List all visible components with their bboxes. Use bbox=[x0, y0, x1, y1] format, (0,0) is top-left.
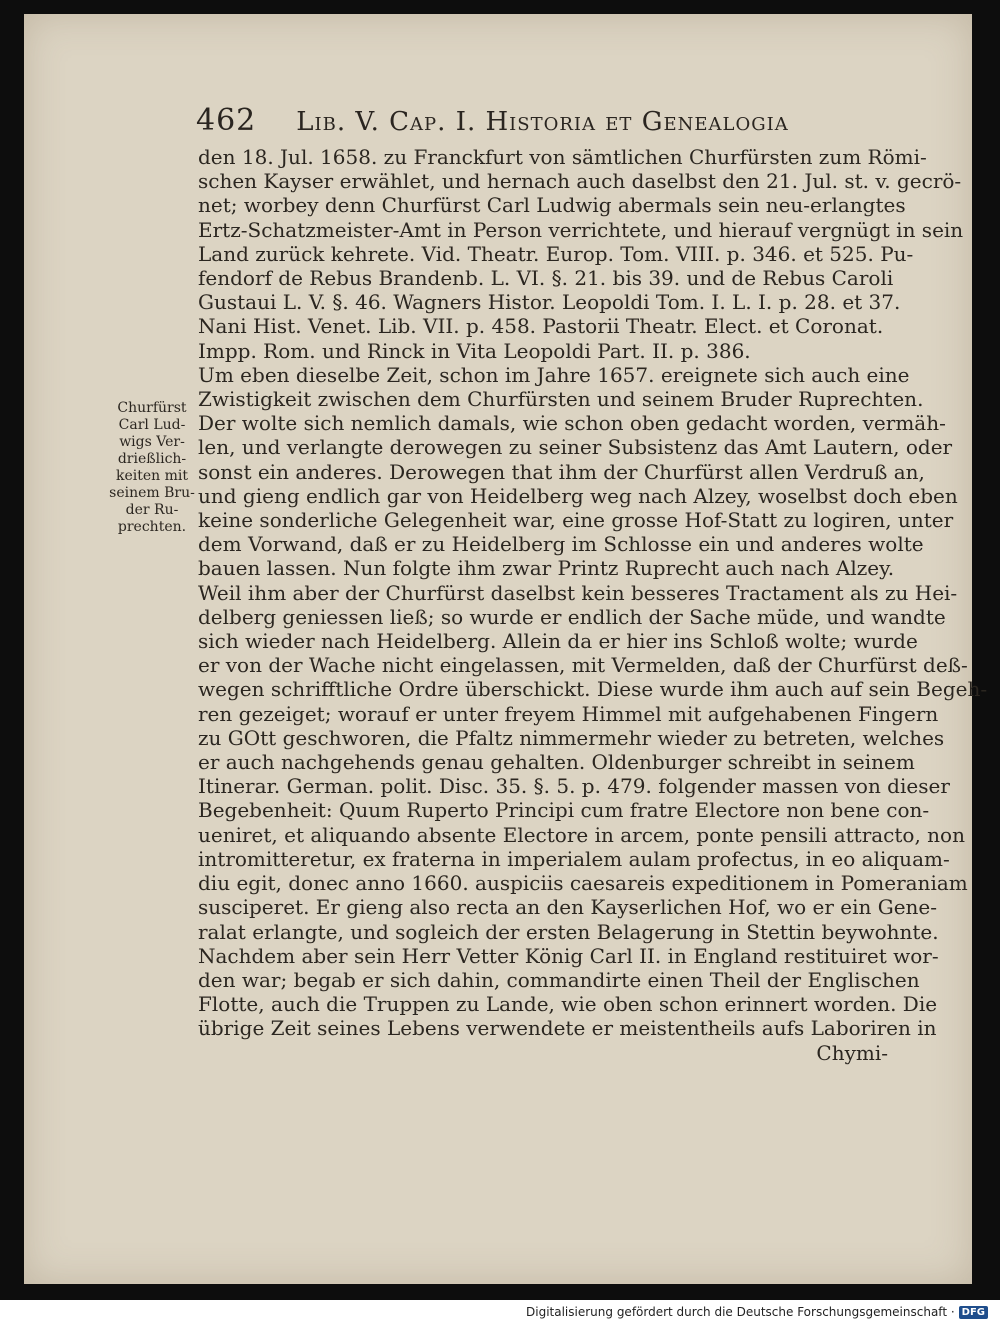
text-line: wegen schrifftliche Ordre überschickt. Diese wurde ihm auch auf sein Begeh- bbox=[198, 677, 988, 702]
text-line: ralat erlangte, und sogleich der ersten Belagerung in Stettin beywohnte. bbox=[198, 919, 939, 944]
text-line: Nachdem aber sein Herr Vetter König Carl II. in England restituiret wor- bbox=[198, 943, 939, 968]
text-line: den 18. Jul. 1658. zu Franckfurt von sämtlichen Churfürsten zum Römi- bbox=[198, 145, 927, 169]
page-number: 462 bbox=[196, 103, 257, 138]
text-line: und gieng endlich gar von Heidelberg weg nach Alzey, woselbst doch eben bbox=[198, 483, 958, 508]
margin-note-line: drießlich- bbox=[117, 451, 187, 467]
body-text bbox=[198, 145, 988, 1065]
text-line: net; worbey denn Churfürst Carl Ludwig abermals sein neu-erlangtes bbox=[198, 193, 906, 218]
text-line: Um eben dieselbe Zeit, schon im Jahre 1657. ereignete sich auch eine bbox=[198, 362, 910, 387]
dfg-logo-icon: DFG bbox=[959, 1306, 988, 1319]
text-line: dem Vorwand, daß er zu Heidelberg im Schlosse ein und anderes wolte bbox=[198, 532, 924, 557]
text-line: Impp. Rom. und Rinck in Vita Leopoldi Part. II. p. 386. bbox=[198, 338, 751, 363]
margin-note-line: prechten. bbox=[117, 519, 187, 535]
text-line: ren gezeiget; worauf er unter freyem Himmel mit aufgehabenen Fingern bbox=[198, 701, 939, 726]
text-line: susciperet. Er gieng also recta an den Kayserlichen Hof, wo er ein Gene- bbox=[198, 895, 938, 920]
text-line: Begebenheit: Quum Ruperto Principi cum fratre Electore non bene con- bbox=[198, 798, 930, 823]
running-title: Lib. V. Cap. I. Historia et Genealogia bbox=[296, 107, 789, 137]
margin-note-line: Carl Lud- bbox=[118, 417, 186, 433]
page-header bbox=[196, 103, 836, 138]
text-line: fendorf de Rebus Brandenb. L. VI. §. 21. bis 39. und de Rebus Caroli bbox=[198, 266, 894, 291]
text-line: schen Kayser erwählet, und hernach auch daselbst den 21. Jul. st. v. gecrö- bbox=[198, 169, 962, 194]
text-line: bauen lassen. Nun folgte ihm zwar Printz Ruprecht auch nach Alzey. bbox=[198, 556, 895, 581]
text-line: Ertz-Schatzmeister-Amt in Person verrichtete, und hierauf vergnügt in sein bbox=[198, 217, 964, 242]
text-line: sich wieder nach Heidelberg. Allein da er hier ins Schloß wolte; wurde bbox=[198, 629, 918, 654]
text-line: er von der Wache nicht eingelassen, mit Vermelden, daß der Churfürst deß- bbox=[198, 653, 968, 678]
text-line: zu GOtt geschworen, die Pfaltz nimmermehr wieder zu betreten, welches bbox=[198, 725, 945, 750]
text-line: keine sonderliche Gelegenheit war, eine grosse Hof-Statt zu logiren, unter bbox=[198, 508, 954, 533]
catchword: Chymi- bbox=[816, 1040, 888, 1065]
text-line: diu egit, donec anno 1660. auspiciis caesareis expeditionem in Pomeraniam bbox=[198, 871, 968, 896]
text-line: er auch nachgehends genau gehalten. Oldenburger schreibt in seinem bbox=[198, 750, 915, 775]
text-line: den war; begab er sich dahin, commandirte einen Theil der Englischen bbox=[198, 967, 920, 992]
text-line: Flotte, auch die Truppen zu Lande, wie oben schon erinnert worden. Die bbox=[198, 992, 938, 1017]
margin-note-line: Churfürst bbox=[117, 400, 187, 416]
margin-note-line: seinem Bru- bbox=[109, 485, 195, 501]
text-line: delberg geniessen ließ; so wurde er endlich der Sache müde, und wandte bbox=[198, 604, 946, 629]
margin-note bbox=[108, 400, 196, 536]
text-line: Nani Hist. Venet. Lib. VII. p. 458. Pastorii Theatr. Elect. et Coronat. bbox=[198, 314, 884, 339]
margin-note-line: keiten mit bbox=[115, 468, 188, 484]
text-line: Der wolte sich nemlich damals, wie schon oben gedacht worden, vermäh- bbox=[198, 411, 946, 436]
margin-note-line: der Ru- bbox=[125, 502, 179, 518]
text-line: Land zurück kehrete. Vid. Theatr. Europ. Tom. VIII. p. 346. et 525. Pu- bbox=[198, 241, 914, 266]
funding-credit: Digitalisierung gefördert durch die Deutsche Forschungsgemeinschaft · bbox=[526, 1305, 955, 1319]
text-line: ueniret, et aliquando absente Electore in arcem, ponte pensili attracto, non bbox=[198, 822, 965, 847]
text-line: sonst ein anderes. Derowegen that ihm der Churfürst allen Verdruß an, bbox=[198, 459, 925, 484]
footer-credit bbox=[526, 1305, 988, 1319]
margin-note-line: wigs Ver- bbox=[119, 434, 185, 450]
text-line: Itinerar. German. polit. Disc. 35. §. 5. p. 479. folgender massen von dieser bbox=[198, 774, 950, 799]
text-line: len, und verlangte derowegen zu seiner Subsistenz das Amt Lautern, oder bbox=[198, 435, 953, 460]
text-line: Weil ihm aber der Churfürst daselbst kein besseres Tractament als zu Hei- bbox=[198, 580, 958, 605]
text-line: intromitteretur, ex fraterna in imperialem aulam profectus, in eo aliquam- bbox=[198, 846, 950, 871]
text-line: Zwistigkeit zwischen dem Churfürsten und seinem Bruder Ruprechten. bbox=[198, 387, 924, 412]
text-line: übrige Zeit seines Lebens verwendete er meistentheils aufs Laboriren in bbox=[198, 1016, 937, 1041]
text-line: Gustaui L. V. §. 46. Wagners Histor. Leopoldi Tom. I. L. I. p. 28. et 37. bbox=[198, 290, 901, 315]
